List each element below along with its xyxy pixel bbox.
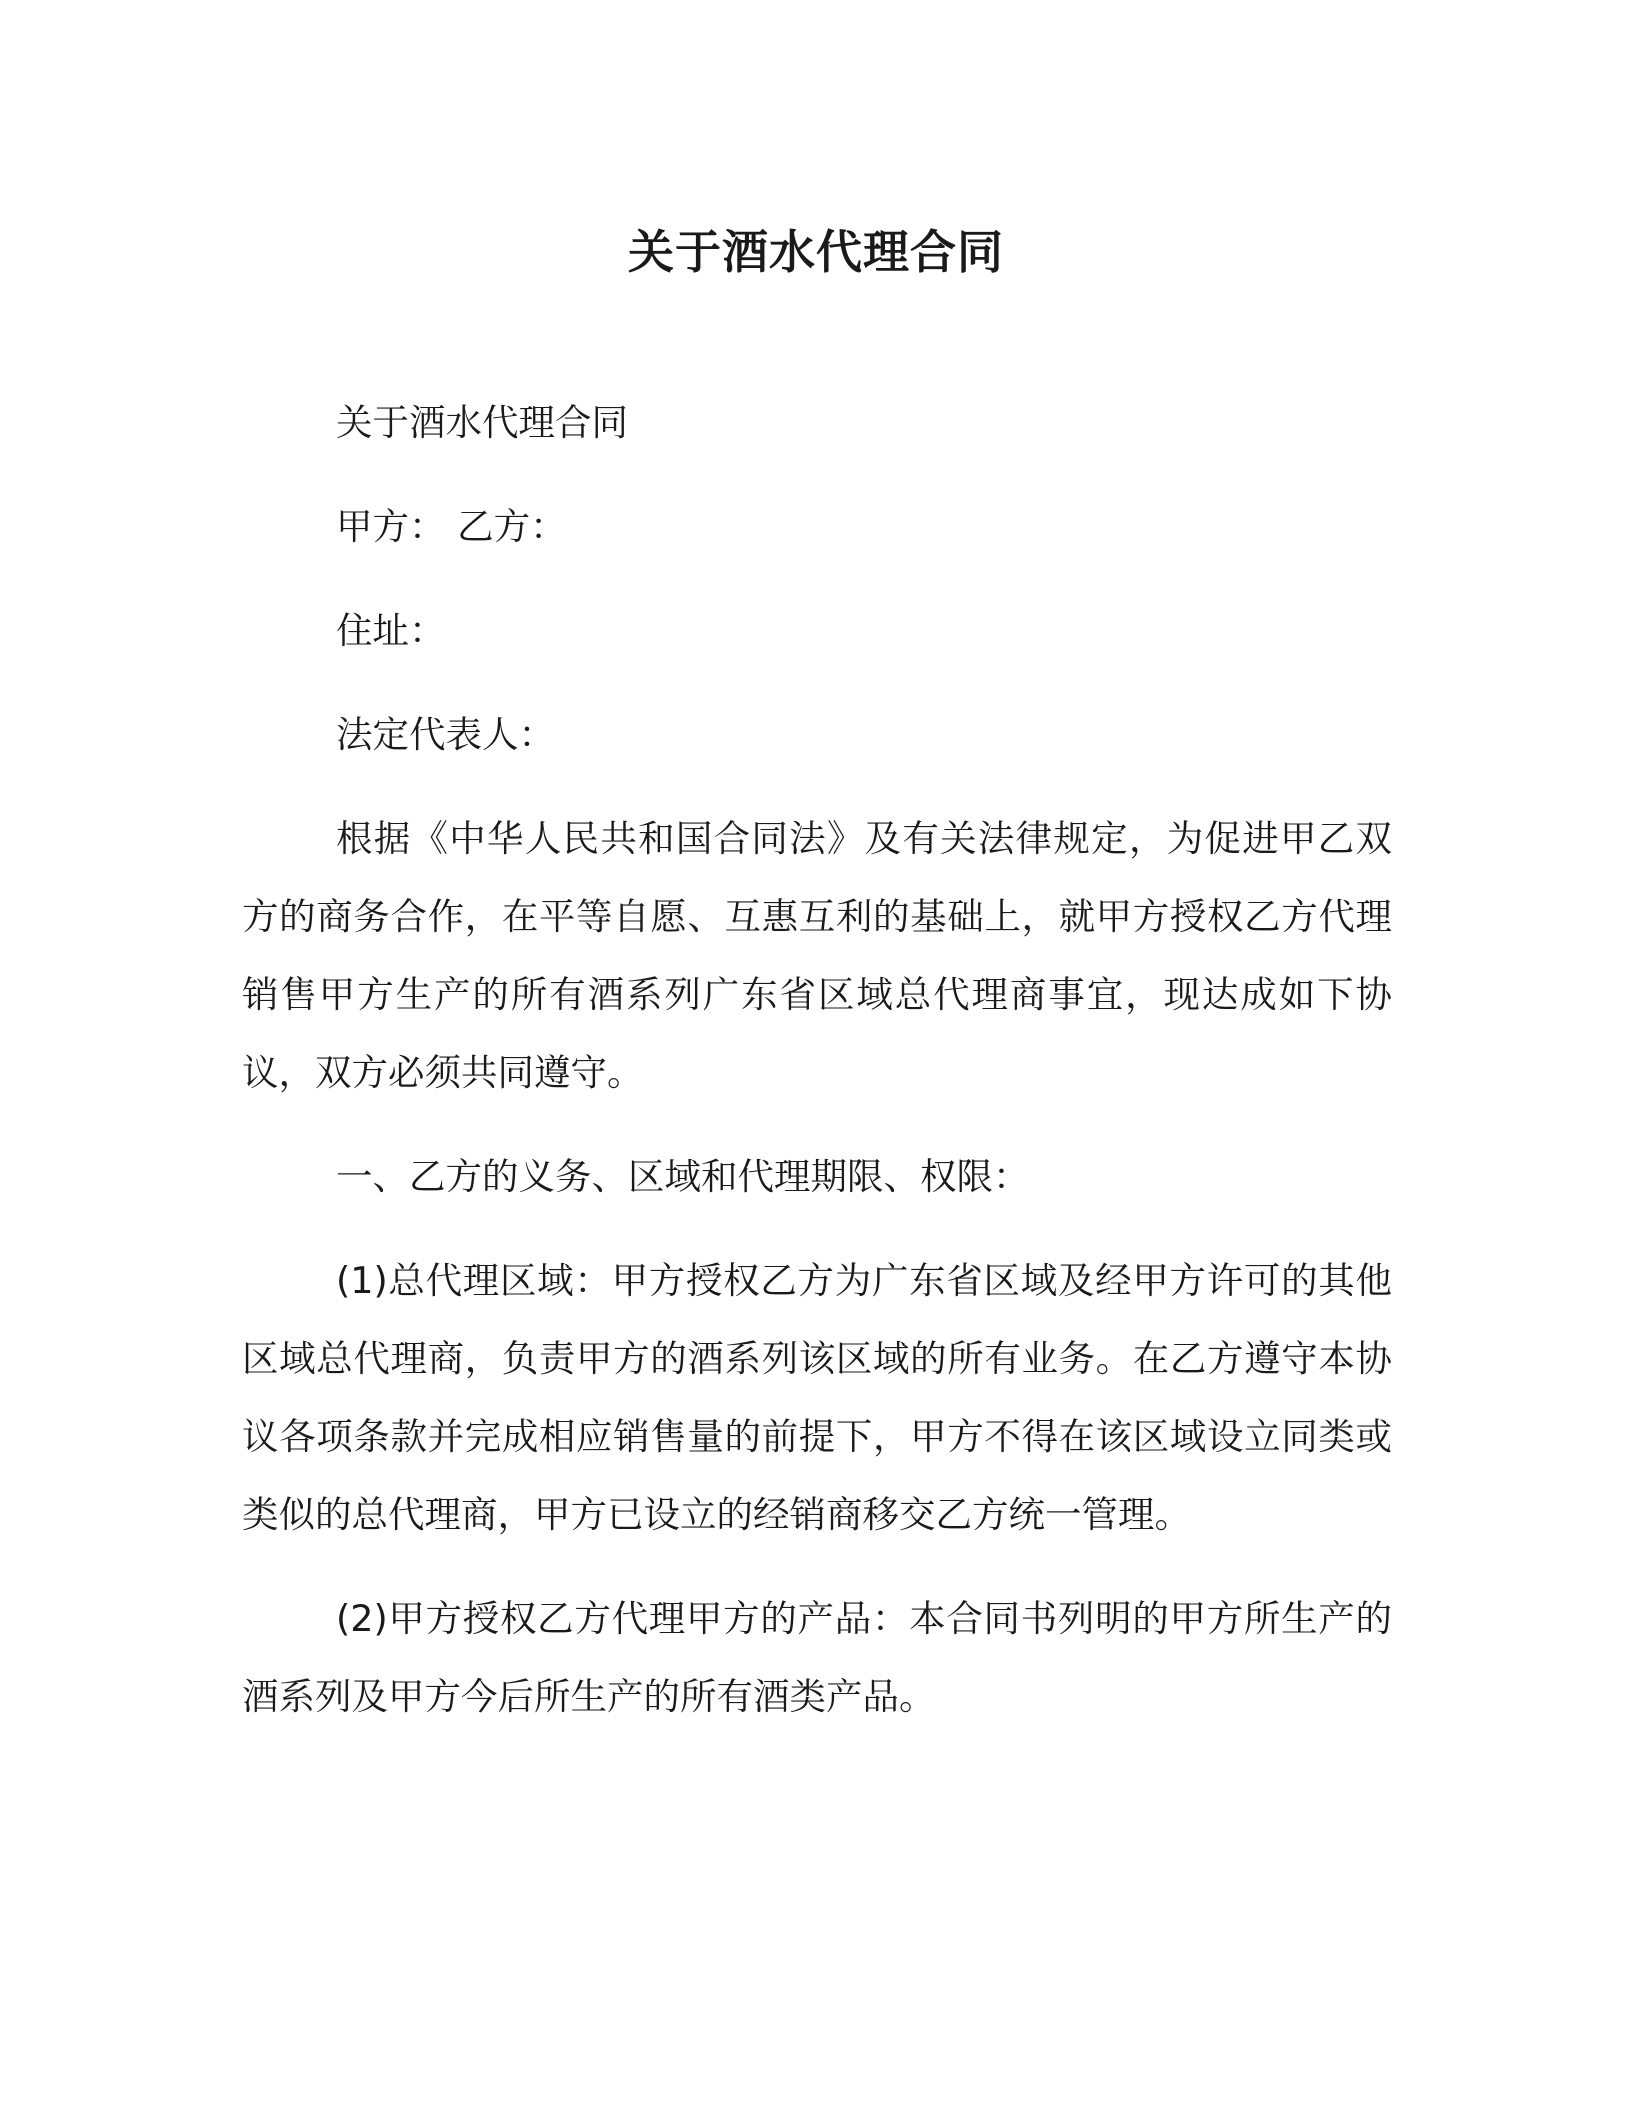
clause-item-2: (2)甲方授权乙方代理甲方的产品：本合同书列明的甲方所生产的酒系列及甲方今后所生产的所有酒类产品。: [242, 1597, 1392, 1718]
clause-item-1: (1)总代理区域：甲方授权乙方为广东省区域及经甲方许可的其他区域总代理商，负责甲方的酒系列该区域的所有业务。在乙方遵守本协议各项条款并完成相应销售量的前提下，甲方不得在该区域设立同类或类似的总代理商，甲方已设立的经销商移交乙方统一管理。: [242, 1259, 1392, 1536]
section-heading: 一、乙方的义务、区域和代理期限、权限：: [336, 1155, 1030, 1198]
legal-representative-paragraph: 法定代表人：: [336, 713, 555, 756]
subtitle-paragraph: 关于酒水代理合同: [336, 401, 628, 444]
intro-paragraph: 根据《中华人民共和国合同法》及有关法律规定，为促进甲乙双方的商务合作，在平等自愿、互惠互利的基础上，就甲方授权乙方代理销售甲方生产的所有酒系列广东省区域总代理商事宜，现达成如下协议，双方必须共同遵守。: [242, 817, 1392, 1094]
document-title: 关于酒水代理合同: [628, 225, 1004, 279]
address-paragraph: 住址：: [336, 609, 446, 652]
parties-paragraph: 甲方： 乙方：: [336, 505, 567, 548]
